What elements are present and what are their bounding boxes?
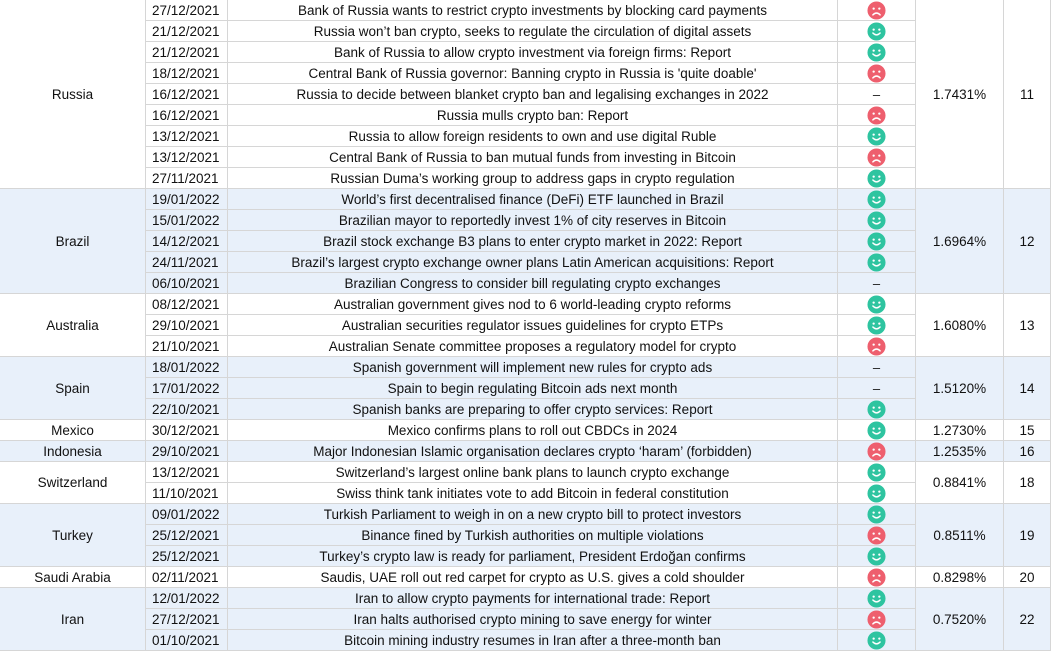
- percentage-cell: 1.2535%: [916, 441, 1004, 462]
- country-cell-spain: Spain: [0, 357, 146, 420]
- headline-cell: Australian securities regulator issues guidelines for crypto ETPs: [228, 315, 838, 336]
- smile-face-icon: [867, 400, 886, 419]
- frown-face-icon: [867, 1, 886, 20]
- date-cell: 11/10/2021: [146, 483, 228, 504]
- percentage-cell: 1.6964%: [916, 189, 1004, 294]
- rank-cell: 22: [1004, 588, 1051, 651]
- smile-face-icon: [867, 463, 886, 482]
- sentiment-cell: [838, 462, 916, 483]
- sentiment-cell: [838, 273, 916, 294]
- neutral-dash: –: [872, 86, 881, 102]
- smile-face-icon: [867, 169, 886, 188]
- smile-face-icon: [867, 43, 886, 62]
- sentiment-cell: [838, 441, 916, 462]
- frown-face-icon: [867, 610, 886, 629]
- sentiment-cell: [838, 21, 916, 42]
- rank-cell: 18: [1004, 462, 1051, 504]
- headline-cell: Brazilian Congress to consider bill regulating crypto exchanges: [228, 273, 838, 294]
- sentiment-cell: [838, 357, 916, 378]
- frown-face-icon: [867, 568, 886, 587]
- smile-face-icon: [867, 421, 886, 440]
- date-cell: 19/01/2022: [146, 189, 228, 210]
- sentiment-cell: [838, 210, 916, 231]
- smile-face-icon: [867, 190, 886, 209]
- sentiment-cell: [838, 630, 916, 651]
- date-cell: 24/11/2021: [146, 252, 228, 273]
- sentiment-cell: [838, 189, 916, 210]
- date-cell: 12/01/2022: [146, 588, 228, 609]
- date-cell: 29/10/2021: [146, 441, 228, 462]
- frown-face-icon: [867, 64, 886, 83]
- headline-cell: Major Indonesian Islamic organisation declares crypto ‘haram’ (forbidden): [228, 441, 838, 462]
- headline-cell: Russia won’t ban crypto, seeks to regulate the circulation of digital assets: [228, 21, 838, 42]
- sentiment-cell: [838, 609, 916, 630]
- country-cell-russia: Russia: [0, 0, 146, 189]
- smile-face-icon: [867, 253, 886, 272]
- date-cell: 02/11/2021: [146, 567, 228, 588]
- percentage-cell: 0.8298%: [916, 567, 1004, 588]
- date-cell: 27/12/2021: [146, 0, 228, 21]
- sentiment-cell: [838, 42, 916, 63]
- headline-cell: Saudis, UAE roll out red carpet for crypto as U.S. gives a cold shoulder: [228, 567, 838, 588]
- rank-cell: 15: [1004, 420, 1051, 441]
- sentiment-cell: [838, 588, 916, 609]
- headline-cell: Russia to allow foreign residents to own and use digital Ruble: [228, 126, 838, 147]
- frown-face-icon: [867, 337, 886, 356]
- neutral-dash: –: [872, 380, 881, 396]
- headline-cell: Iran to allow crypto payments for international trade: Report: [228, 588, 838, 609]
- date-cell: 22/10/2021: [146, 399, 228, 420]
- percentage-cell: 1.2730%: [916, 420, 1004, 441]
- smile-face-icon: [867, 631, 886, 650]
- date-cell: 06/10/2021: [146, 273, 228, 294]
- sentiment-cell: [838, 84, 916, 105]
- smile-face-icon: [867, 127, 886, 146]
- sentiment-cell: [838, 231, 916, 252]
- date-cell: 27/12/2021: [146, 609, 228, 630]
- country-cell-turkey: Turkey: [0, 504, 146, 567]
- sentiment-cell: [838, 378, 916, 399]
- percentage-cell: 1.7431%: [916, 0, 1004, 189]
- headline-cell: Binance fined by Turkish authorities on multiple violations: [228, 525, 838, 546]
- country-cell-brazil: Brazil: [0, 189, 146, 294]
- headline-cell: Russia to decide between blanket crypto ban and legalising exchanges in 2022: [228, 84, 838, 105]
- date-cell: 13/12/2021: [146, 126, 228, 147]
- date-cell: 13/12/2021: [146, 462, 228, 483]
- smile-face-icon: [867, 232, 886, 251]
- date-cell: 25/12/2021: [146, 546, 228, 567]
- sentiment-cell: [838, 315, 916, 336]
- smile-face-icon: [867, 316, 886, 335]
- rank-cell: 20: [1004, 567, 1051, 588]
- sentiment-cell: [838, 399, 916, 420]
- country-cell-australia: Australia: [0, 294, 146, 357]
- headline-cell: Australian Senate committee proposes a regulatory model for crypto: [228, 336, 838, 357]
- sentiment-cell: [838, 63, 916, 84]
- country-cell-switzerland: Switzerland: [0, 462, 146, 504]
- headline-cell: Brazilian mayor to reportedly invest 1% of city reserves in Bitcoin: [228, 210, 838, 231]
- date-cell: 08/12/2021: [146, 294, 228, 315]
- headline-cell: Spanish banks are preparing to offer crypto services: Report: [228, 399, 838, 420]
- country-cell-indonesia: Indonesia: [0, 441, 146, 462]
- headline-cell: Russian Duma’s working group to address gaps in crypto regulation: [228, 168, 838, 189]
- date-cell: 17/01/2022: [146, 378, 228, 399]
- sentiment-cell: [838, 0, 916, 21]
- date-cell: 01/10/2021: [146, 630, 228, 651]
- date-cell: 18/12/2021: [146, 63, 228, 84]
- date-cell: 14/12/2021: [146, 231, 228, 252]
- sentiment-cell: [838, 567, 916, 588]
- rank-cell: 19: [1004, 504, 1051, 567]
- smile-face-icon: [867, 589, 886, 608]
- country-cell-mexico: Mexico: [0, 420, 146, 441]
- sentiment-cell: [838, 546, 916, 567]
- country-cell-iran: Iran: [0, 588, 146, 651]
- headline-cell: Switzerland’s largest online bank plans to launch crypto exchange: [228, 462, 838, 483]
- date-cell: 21/12/2021: [146, 21, 228, 42]
- smile-face-icon: [867, 505, 886, 524]
- date-cell: 29/10/2021: [146, 315, 228, 336]
- rank-cell: 11: [1004, 0, 1051, 189]
- sentiment-cell: [838, 420, 916, 441]
- headline-cell: Turkish Parliament to weigh in on a new crypto bill to protect investors: [228, 504, 838, 525]
- headline-cell: Australian government gives nod to 6 world-leading crypto reforms: [228, 294, 838, 315]
- sentiment-cell: [838, 336, 916, 357]
- headline-cell: Russia mulls crypto ban: Report: [228, 105, 838, 126]
- headline-cell: Turkey’s crypto law is ready for parliament, President Erdoğan confirms: [228, 546, 838, 567]
- sentiment-cell: [838, 294, 916, 315]
- headline-cell: Spanish government will implement new rules for crypto ads: [228, 357, 838, 378]
- sentiment-cell: [838, 147, 916, 168]
- sentiment-cell: [838, 252, 916, 273]
- date-cell: 15/01/2022: [146, 210, 228, 231]
- date-cell: 21/12/2021: [146, 42, 228, 63]
- headline-cell: Mexico confirms plans to roll out CBDCs in 2024: [228, 420, 838, 441]
- frown-face-icon: [867, 526, 886, 545]
- frown-face-icon: [867, 106, 886, 125]
- percentage-cell: 0.8511%: [916, 504, 1004, 567]
- headline-cell: Bank of Russia wants to restrict crypto investments by blocking card payments: [228, 0, 838, 21]
- headline-cell: Brazil stock exchange B3 plans to enter crypto market in 2022: Report: [228, 231, 838, 252]
- headline-cell: Central Bank of Russia to ban mutual funds from investing in Bitcoin: [228, 147, 838, 168]
- headline-cell: Iran halts authorised crypto mining to save energy for winter: [228, 609, 838, 630]
- percentage-cell: 0.7520%: [916, 588, 1004, 651]
- date-cell: 09/01/2022: [146, 504, 228, 525]
- sentiment-cell: [838, 525, 916, 546]
- headline-cell: Bitcoin mining industry resumes in Iran after a three-month ban: [228, 630, 838, 651]
- rank-cell: 12: [1004, 189, 1051, 294]
- smile-face-icon: [867, 22, 886, 41]
- rank-cell: 16: [1004, 441, 1051, 462]
- country-cell-saudi-arabia: Saudi Arabia: [0, 567, 146, 588]
- headline-cell: Spain to begin regulating Bitcoin ads next month: [228, 378, 838, 399]
- date-cell: 27/11/2021: [146, 168, 228, 189]
- sentiment-cell: [838, 126, 916, 147]
- percentage-cell: 1.5120%: [916, 357, 1004, 420]
- date-cell: 13/12/2021: [146, 147, 228, 168]
- sentiment-cell: [838, 483, 916, 504]
- date-cell: 25/12/2021: [146, 525, 228, 546]
- smile-face-icon: [867, 547, 886, 566]
- rank-cell: 13: [1004, 294, 1051, 357]
- date-cell: 16/12/2021: [146, 84, 228, 105]
- date-cell: 18/01/2022: [146, 357, 228, 378]
- date-cell: 16/12/2021: [146, 105, 228, 126]
- headline-cell: Bank of Russia to allow crypto investment via foreign firms: Report: [228, 42, 838, 63]
- headline-cell: Brazil’s largest crypto exchange owner plans Latin American acquisitions: Report: [228, 252, 838, 273]
- frown-face-icon: [867, 442, 886, 461]
- headline-cell: Swiss think tank initiates vote to add Bitcoin in federal constitution: [228, 483, 838, 504]
- headline-cell: World’s first decentralised finance (DeFi) ETF launched in Brazil: [228, 189, 838, 210]
- sentiment-cell: [838, 105, 916, 126]
- percentage-cell: 1.6080%: [916, 294, 1004, 357]
- smile-face-icon: [867, 211, 886, 230]
- sentiment-cell: [838, 168, 916, 189]
- date-cell: 30/12/2021: [146, 420, 228, 441]
- headline-cell: Central Bank of Russia governor: Banning crypto in Russia is 'quite doable': [228, 63, 838, 84]
- smile-face-icon: [867, 484, 886, 503]
- smile-face-icon: [867, 295, 886, 314]
- rank-cell: 14: [1004, 357, 1051, 420]
- percentage-cell: 0.8841%: [916, 462, 1004, 504]
- frown-face-icon: [867, 148, 886, 167]
- date-cell: 21/10/2021: [146, 336, 228, 357]
- sentiment-cell: [838, 504, 916, 525]
- neutral-dash: –: [872, 275, 881, 291]
- neutral-dash: –: [872, 359, 881, 375]
